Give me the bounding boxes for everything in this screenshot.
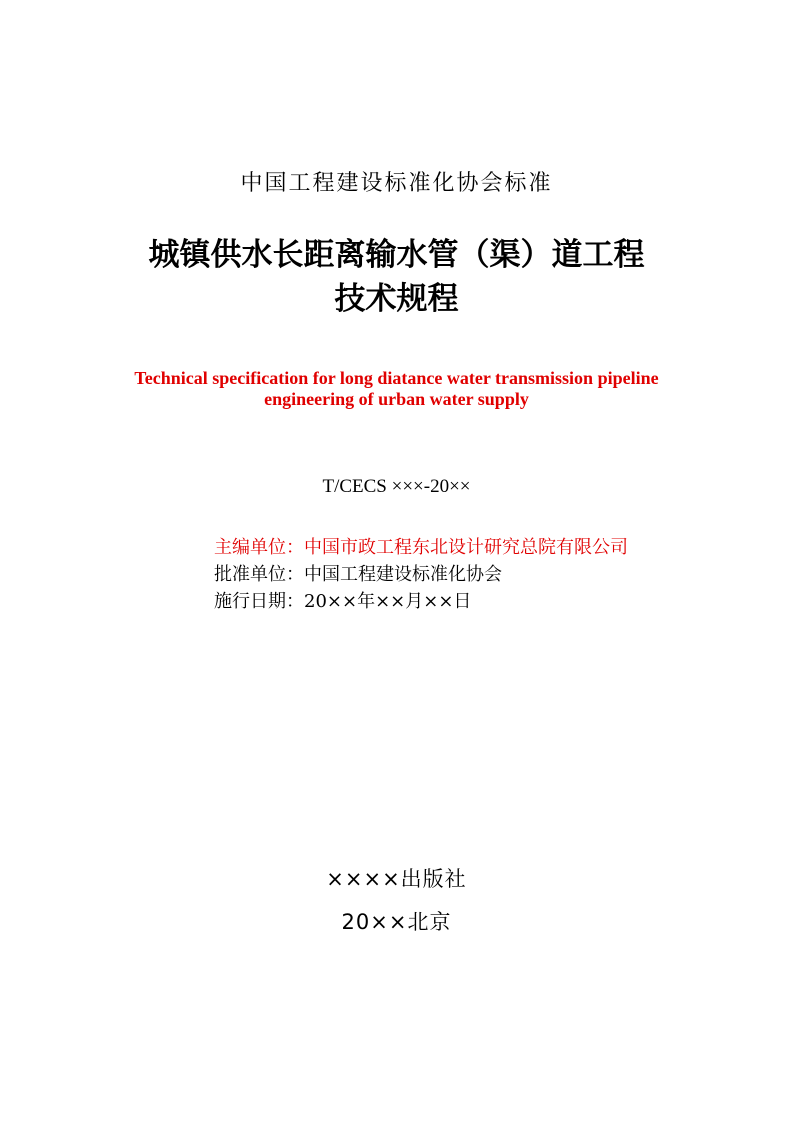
standard-code: T/CECS ×××-20×× [322,476,471,497]
organization-standard-label: 中国工程建设标准化协会标准 [240,171,553,196]
publisher: ××××出版社 [326,867,467,891]
publication-place-year: 20××北京 [341,910,452,934]
english-title-line-1: Technical specification for long diatance water transmission pipeline [134,368,659,388]
title-line-2: 技术规程 [334,281,459,317]
editor-unit: 主编单位：中国市政工程东北设计研究总院有限公司 [214,537,628,558]
effective-date: 施行日期：20××年××月××日 [214,591,472,612]
english-title-line-2: engineering of urban water supply [264,389,529,409]
title-line-1: 城镇供水长距离输水管（渠）道工程 [148,237,645,273]
approval-unit: 批准单位：中国工程建设标准化协会 [214,564,502,585]
